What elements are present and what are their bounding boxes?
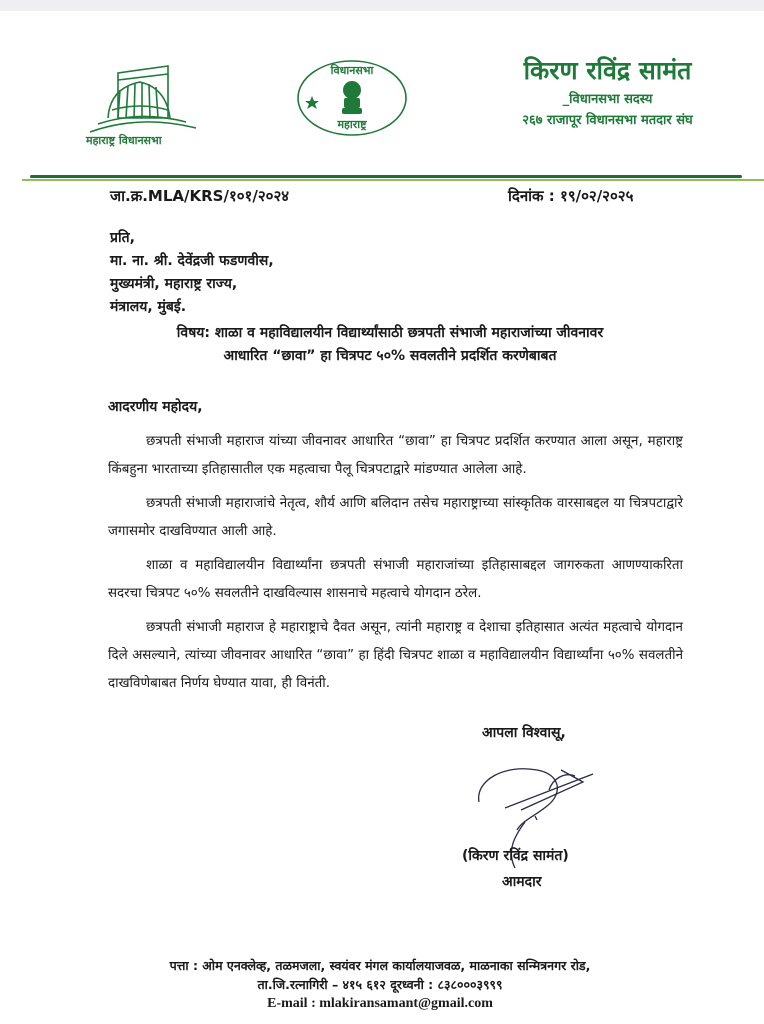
- mla-identity: [500, 55, 715, 128]
- state-emblem-icon: [295, 58, 410, 138]
- reference-number: जा.क्र.MLA/KRS/१०१/२०२४: [110, 187, 290, 205]
- header-divider-underline: [22, 179, 764, 181]
- left-logo-caption: महाराष्ट्र विधानसभा: [86, 134, 162, 147]
- subject-line: आधारित “छावा” हा चित्रपट ५०% सवलतीने प्रदर्शित करणेबाबत: [223, 348, 557, 364]
- mla-name: किरण रविंद्र सामंत: [523, 56, 692, 85]
- recipient-address: [110, 227, 274, 319]
- recipient-line: मुख्यमंत्री, महाराष्ट्र राज्य,: [110, 276, 238, 292]
- seal-top-text: विधानसभा: [330, 64, 374, 77]
- footer-address-line: ता.जि.रत्नागिरी – ४१५ ६१२ दूरध्वनी : ८३८०००३९९९: [257, 977, 503, 992]
- subject: [120, 322, 660, 368]
- vidhan-bhavan-icon: [78, 58, 208, 148]
- footer-email[interactable]: E-mail : mlakiransamant@gmail.com: [267, 996, 493, 1011]
- subject-line: विषय: शाळा व महाविद्यालयीन विद्यार्थ्यांसाठी छत्रपती संभाजी महाराजांच्या जीवनावर: [176, 325, 604, 341]
- body-paragraph: छत्रपती संभाजी महाराज यांच्या जीवनावर आधारित “छावा” हा चित्रपट प्रदर्शित करण्यात आला असून, महाराष्ट्र किंबहुना भारताच्या इतिहासातील एक महत्वाचा पैलू चित्रपटाद्वारे मांडण्यात आलेला आहे.: [108, 434, 683, 477]
- star-icon: [305, 96, 319, 109]
- mla-role: _विधानसभा सदस्य: [562, 92, 653, 107]
- mla-constituency: २६७ राजापूर विधानसभा मतदार संघ: [522, 113, 693, 128]
- body-paragraph: छत्रपती संभाजी महाराज हे महाराष्ट्राचे दैवत असून, त्यांनी महाराष्ट्र व देशाचा इतिहासात अत्यंत महत्वाचे योगदान दिले असल्याने, त्यांच्या जीवनावर आधारित “छावा” हा हिंदी चित्रपट शाळा व महाविद्यालयीन विद्यार्थ्यांना ५०% सवलतीने दाखविणेबाबत निर्णय घेण्यात यावा, ही विनंती.: [108, 620, 683, 691]
- body-paragraph: शाळा व महाविद्यालयीन विद्यार्थ्यांना छत्रपती संभाजी महाराजांच्या इतिहासाबद्दल जागरुकता आणण्याकरिता सदरचा चित्रपट ५०% सवलतीने दाखविल्यास शासनाचे महत्वाचे योगदान ठरेल.: [108, 558, 683, 601]
- recipient-line: मंत्रालय, मुंबई.: [110, 299, 187, 315]
- maharashtra-seal: [295, 58, 410, 138]
- footer-contact: [80, 956, 680, 1013]
- recipient-line: प्रति,: [110, 230, 135, 246]
- body-paragraph: छत्रपती संभाजी महाराजांचे नेतृत्व, शौर्य आणि बलिदान तसेच महाराष्ट्राच्या सांस्कृतिक वारसाबद्दल या चित्रपटाद्वारे जगासमोर दाखविण्यात आली आहे.: [108, 496, 683, 539]
- header-divider: [30, 175, 742, 178]
- signer-title: आमदार: [502, 874, 542, 890]
- salutation: आदरणीय महोदय,: [108, 399, 203, 415]
- valediction: आपला विश्वासू,: [482, 725, 566, 741]
- seal-bottom-text: महाराष्ट्र: [337, 118, 367, 131]
- signer-name: (किरण रविंद्र सामंत): [462, 848, 569, 864]
- recipient-line: मा. ना. श्री. देवेंद्रजी फडणवीस,: [110, 253, 274, 269]
- footer-address-line: पत्ता : ओम एनक्लेव्ह, तळमजला, स्वयंवर मंगल कार्यालयाजवळ, माळनाका सन्मित्रनगर रोड,: [169, 958, 591, 973]
- top-strip: [0, 0, 764, 11]
- letter-date: दिनांक : १९/०२/२०२५: [508, 187, 634, 205]
- letter-body: [108, 428, 683, 704]
- vidhansabha-building-logo: [78, 58, 208, 148]
